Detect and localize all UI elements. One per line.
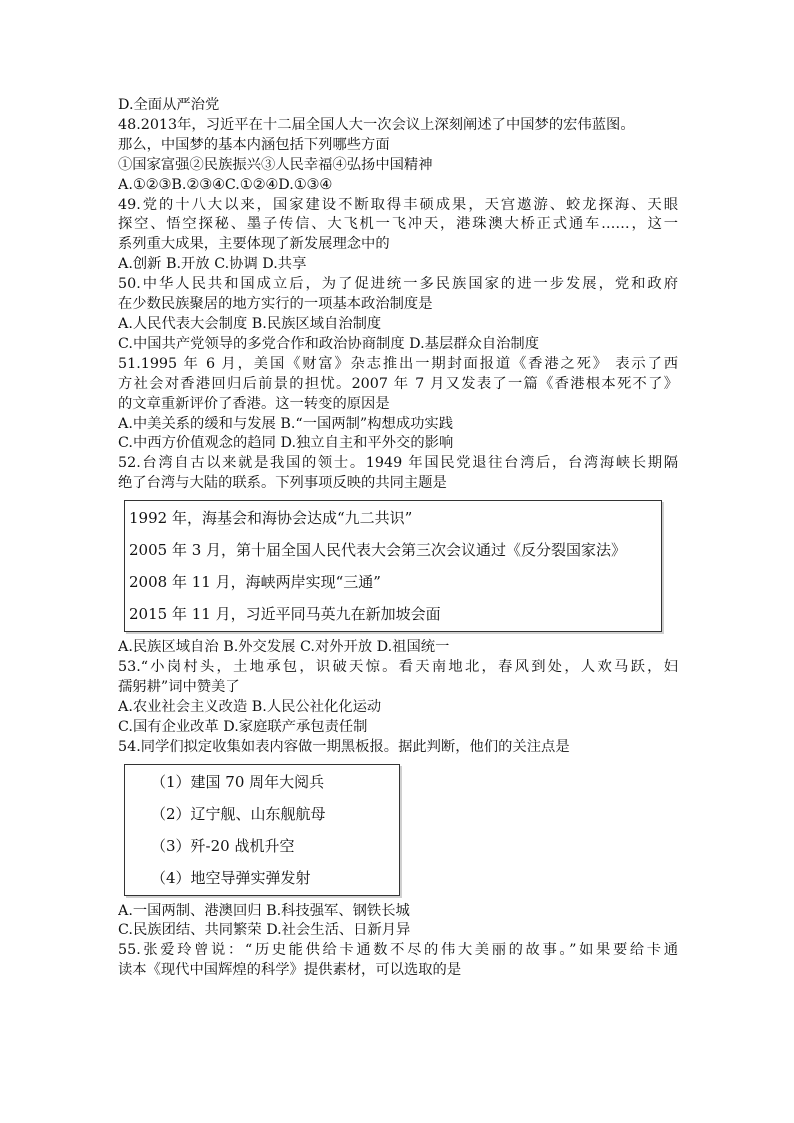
text-line: 方社会对香港回归后前景的担忧。2007 年 7 月又发表了一篇《香港根本死不了》 xyxy=(118,375,678,392)
text-line: 系列重大成果，主要体现了新发展理念中的 xyxy=(118,236,390,253)
text-line: C.民族团结、共同繁荣 D.社会生活、日新月异 xyxy=(118,922,411,939)
text-line: A.一国两制、港澳回归 B.科技强军、钢铁长城 xyxy=(118,902,410,919)
text-line: 53.“小岗村头，土地承包，识破天惊。看天南地北，春风到处，人欢马跃，妇 xyxy=(118,659,678,676)
text-line: D.全面从严治党 xyxy=(118,97,220,113)
box-item: （3）歼-20 战机升空 xyxy=(151,836,295,855)
text-line: 48.2013年，习近平在十二届全国人大一次会议上深刻阐述了中国梦的宏伟蓝图。 xyxy=(118,116,635,133)
taiwan-events-box xyxy=(124,500,662,632)
text-line: A.创新 B.开放 C.协调 D.共享 xyxy=(118,256,307,273)
text-line: 52.台湾自古以来就是我国的领士。1949 年国民党退往台湾后，台湾海峡长期隔 xyxy=(118,455,678,472)
text-line: 在少数民族聚居的地方实行的一项基本政治制度是 xyxy=(118,296,433,313)
box-item: （4）地空导弹实弹发射 xyxy=(151,868,311,887)
box-item: （1）建国 70 周年大阅兵 xyxy=(151,772,325,791)
text-line: 50.中华人民共和国成立后，为了促进统一多民族国家的进一步发展，党和政府 xyxy=(118,276,678,293)
box-item: 2008 年 11 月，海峡两岸实现“三通” xyxy=(129,573,381,592)
text-line: 49.党的十八大以来，国家建设不断取得丰硕成果，天宫遨游、蛟龙探海、天眼 xyxy=(118,196,678,213)
box-item: （2）辽宁舰、山东舰航母 xyxy=(151,804,326,823)
box-item: 2005 年 3 月，第十届全国人民代表大会第三次会议通过《反分裂国家法》 xyxy=(129,541,627,560)
question-block-mid xyxy=(118,638,678,757)
text-line: 探空、悟空探秘、墨子传信、大飞机一飞冲天，港珠澳大桥正式通车……，这一 xyxy=(118,216,678,233)
text-line: 孺躬耕”词中赞美了 xyxy=(118,678,240,695)
text-line: 读本《现代中国辉煌的科学》提供素材，可以选取的是 xyxy=(118,962,462,979)
text-line: A.人民代表大会制度 B.民族区域自治制度 xyxy=(118,315,382,332)
exam-page xyxy=(118,96,678,981)
text-line: C.中国共产党领导的多党合作和政治协商制度 D.基层群众自治制度 xyxy=(118,335,540,352)
box-item: 2015 年 11 月，习近平同马英九在新加坡会面 xyxy=(129,605,441,624)
blackboard-topics-box xyxy=(124,764,400,896)
text-line: 的文章重新评价了香港。这一转变的原因是 xyxy=(118,395,390,412)
box-item: 1992 年，海基会和海协会达成“九二共识” xyxy=(129,509,413,528)
text-line: A.民族区域自治 B.外交发展 C.对外开放 D.祖国统一 xyxy=(118,639,450,656)
question-block-top xyxy=(118,96,678,494)
text-line: C.中西方价值观念的趋同 D.独立自主和平外交的影响 xyxy=(118,435,454,452)
text-line: 那么，中国梦的基本内涵包括下列哪些方面 xyxy=(118,136,390,153)
text-line: ①国家富强②民族振兴③人民幸福④弘扬中国精神 xyxy=(118,156,433,173)
text-line: C.国有企业改革 D.家庭联产承包责任制 xyxy=(118,718,368,735)
text-line: 55.张爱玲曾说：“历史能供给卡通数不尽的伟大美丽的故事。”如果要给卡通 xyxy=(118,942,678,959)
text-line: A.①②③B.②③④C.①②④D.①③④ xyxy=(118,176,333,193)
question-block-bottom xyxy=(118,902,678,982)
text-line: 绝了台湾与大陆的联系。下列事项反映的共同主题是 xyxy=(118,475,447,492)
text-line: 51.1995 年 6 月，美国《财富》杂志推出一期封面报道《香港之死》 表示了西 xyxy=(118,355,678,372)
text-line: 54.同学们拟定收集如表内容做一期黑板报。据此判断，他们的关注点是 xyxy=(118,738,570,755)
text-line: A.中美关系的缓和与发展 B.“一国两制”构想成功实践 xyxy=(118,415,454,432)
text-line: A.农业社会主义改造 B.人民公社化化运动 xyxy=(118,698,382,715)
